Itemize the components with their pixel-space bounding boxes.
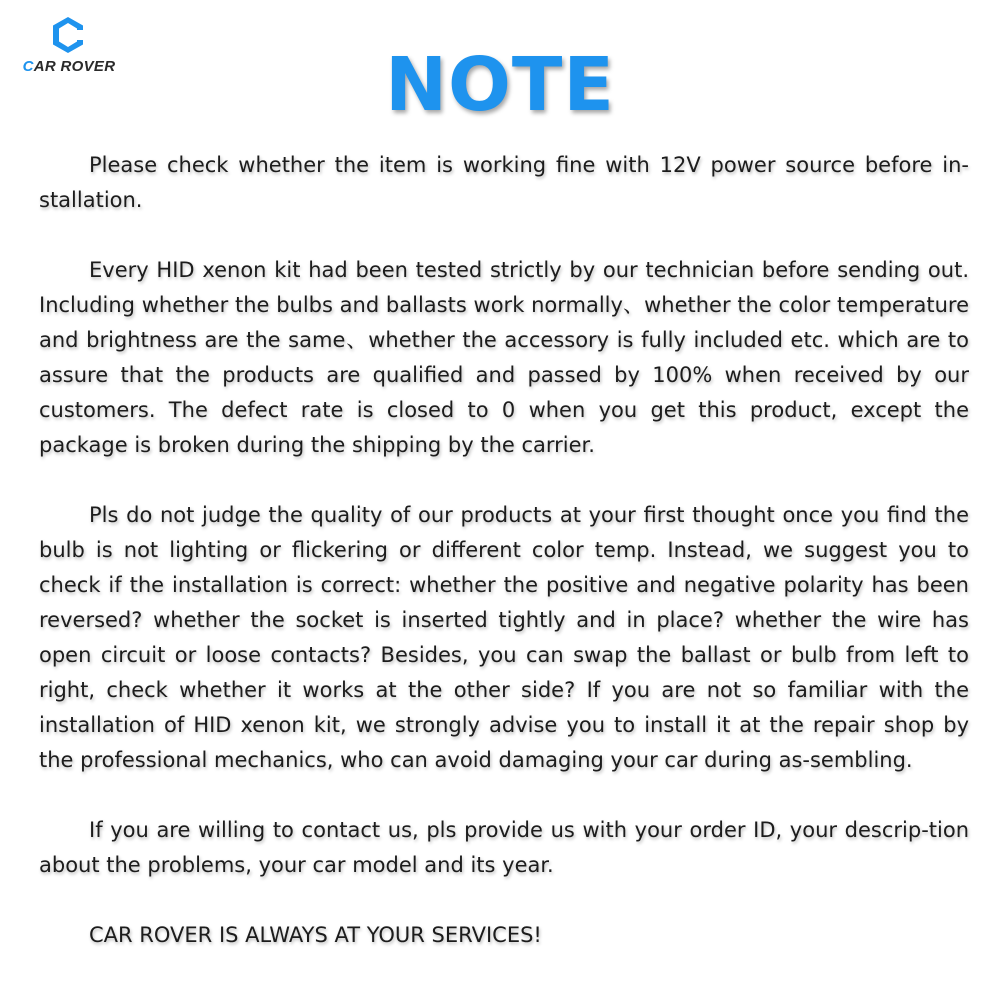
paragraph-testing: Every HID xenon kit had been tested strictly by our technician before sending out. Including whether the bulbs and ballasts work normally、whether the color temperature and brightness are the same、whether the accessory is fully included etc. which are to assure that the products are qualified and passed by 100% when received by our customers. The defect rate is closed to 0 when you get this product, except the package is broken during the shipping by the carrier. bbox=[39, 258, 969, 457]
note-body bbox=[39, 148, 969, 953]
paragraph-contact: If you are willing to contact us, pls provide us with your order ID, your descrip-tion about the problems, your car model and its year. bbox=[39, 818, 969, 877]
brand-name-rest: AR ROVER bbox=[33, 58, 116, 75]
page-title: NOTE bbox=[385, 42, 615, 128]
paragraph-power-check: Please check whether the item is working fine with 12V power source before in-stallation. bbox=[39, 153, 969, 212]
paragraph-closing: CAR ROVER IS ALWAYS AT YOUR SERVICES! bbox=[89, 923, 542, 947]
paragraph-troubleshooting: Pls do not judge the quality of our products at your first thought once you find the bulb is not lighting or flickering or different color temp. Instead, we suggest you to check if the installation is correct: whether the positive and negative polarity has been reversed? whether the socket is inserted tightly and in place? whether the wire has open circuit or loose contacts? Besides, you can swap the ballast or bulb from left to right, check whether it works at the other side? If you are not so familiar with the installation of HID xenon kit, we strongly advise you to install it at the repair shop by the professional mechanics, who can avoid damaging your car during as-sembling. bbox=[39, 503, 969, 772]
brand-initial: C bbox=[22, 58, 34, 75]
